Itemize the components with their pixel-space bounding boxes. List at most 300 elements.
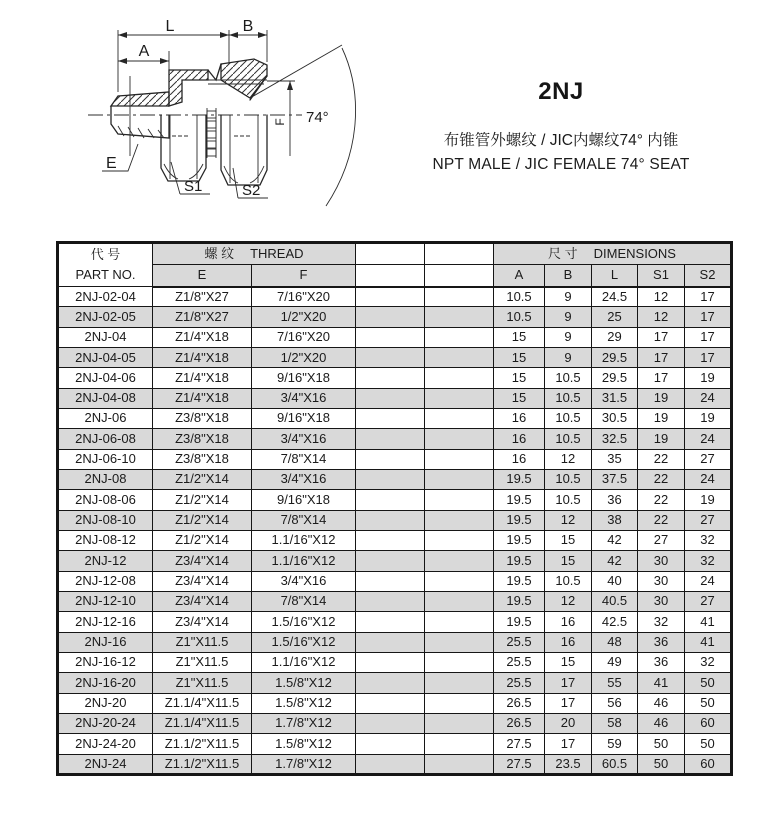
dimension-label-l: L [165,18,175,35]
cell-l: 29.5 [592,347,638,367]
header-col-e: E [153,265,252,287]
cell-a: 10.5 [494,307,545,327]
cell-a: 25.5 [494,632,545,652]
blank-cell [425,307,494,327]
blank-cell [356,388,425,408]
blank-cell [425,388,494,408]
blank-cell [356,652,425,672]
blank-cell [356,612,425,632]
cell-e: Z3/8"X18 [153,408,252,428]
cell-a: 15 [494,347,545,367]
cell-part: 2NJ-04 [58,327,153,347]
cell-s2: 50 [685,673,732,693]
cell-s2: 27 [685,591,732,611]
cell-a: 16 [494,408,545,428]
cell-l: 30.5 [592,408,638,428]
header-dimensions [494,243,732,265]
header-blank-4 [425,265,494,287]
header-part-no [58,243,153,287]
cell-s1: 19 [638,429,685,449]
header-col-s1: S1 [638,265,685,287]
cell-s1: 46 [638,713,685,733]
cell-b: 16 [545,612,592,632]
table-row [58,429,732,449]
dimension-f [267,81,295,156]
cell-s1: 22 [638,469,685,489]
cell-l: 42.5 [592,612,638,632]
cell-e: Z1.1/4"X11.5 [153,693,252,713]
cell-s1: 17 [638,368,685,388]
blank-cell [356,510,425,530]
cell-e: Z1/4"X18 [153,327,252,347]
dimension-label-f: F [273,118,287,126]
cell-part: 2NJ-08 [58,469,153,489]
cell-part: 2NJ-16-12 [58,652,153,672]
cell-f: 9/16"X18 [252,408,356,428]
dimension-label-e: E [106,155,117,172]
blank-cell [425,490,494,510]
cell-s2: 17 [685,327,732,347]
blank-cell [425,510,494,530]
cell-b: 23.5 [545,754,592,774]
subtitle-english: NPT MALE / JIC FEMALE 74° SEAT [432,156,690,173]
cell-a: 19.5 [494,469,545,489]
blank-cell [356,734,425,754]
cell-l: 24.5 [592,287,638,307]
angle-label: 74° [306,109,329,126]
blank-cell [425,469,494,489]
cell-b: 15 [545,652,592,672]
cell-part: 2NJ-04-08 [58,388,153,408]
cell-part: 2NJ-08-12 [58,530,153,550]
blank-cell [356,469,425,489]
blank-cell [425,734,494,754]
cell-a: 10.5 [494,287,545,307]
cell-l: 36 [592,490,638,510]
table-row [58,469,732,489]
body-section [169,70,208,106]
cell-part: 2NJ-12-16 [58,612,153,632]
cell-s1: 30 [638,571,685,591]
header-blank-2 [425,243,494,265]
cell-part: 2NJ-04-06 [58,368,153,388]
cell-part: 2NJ-20-24 [58,713,153,733]
cell-part: 2NJ-24-20 [58,734,153,754]
cell-s2: 50 [685,734,732,754]
header-col-a: A [494,265,545,287]
blank-cell [425,327,494,347]
table-row [58,307,732,327]
cell-a: 25.5 [494,652,545,672]
cell-l: 29 [592,327,638,347]
cell-part: 2NJ-08-06 [58,490,153,510]
cell-s1: 30 [638,551,685,571]
cell-s1: 22 [638,510,685,530]
dimension-b [229,18,267,62]
blank-cell [425,571,494,591]
blank-cell [356,449,425,469]
leader-s2 [233,168,268,199]
cell-s1: 27 [638,530,685,550]
cell-e: Z3/8"X18 [153,429,252,449]
cell-f: 7/16"X20 [252,287,356,307]
header-col-l: L [592,265,638,287]
cell-s1: 36 [638,632,685,652]
blank-cell [356,591,425,611]
table-row [58,408,732,428]
blank-cell [356,754,425,774]
blank-cell [356,368,425,388]
cell-b: 17 [545,734,592,754]
blank-cell [425,612,494,632]
cell-s1: 22 [638,490,685,510]
cell-l: 38 [592,510,638,530]
cell-b: 17 [545,693,592,713]
cell-s2: 41 [685,612,732,632]
table-row [58,347,732,367]
blank-cell [356,287,425,307]
cell-s2: 32 [685,652,732,672]
cell-b: 10.5 [545,388,592,408]
blank-cell [425,652,494,672]
blank-cell [425,673,494,693]
blank-cell [356,571,425,591]
cell-f: 1.1/16"X12 [252,652,356,672]
cell-l: 37.5 [592,469,638,489]
dimension-label-b: B [242,18,254,35]
cell-a: 19.5 [494,571,545,591]
cell-b: 10.5 [545,469,592,489]
cell-f: 1.5/8"X12 [252,673,356,693]
fitting-drawing-svg [58,18,380,224]
cell-a: 26.5 [494,713,545,733]
cell-b: 9 [545,287,592,307]
blank-cell [425,429,494,449]
cell-f: 1.1/16"X12 [252,530,356,550]
blank-cell [356,408,425,428]
table-row [58,368,732,388]
cell-s2: 19 [685,408,732,428]
cell-f: 9/16"X18 [252,490,356,510]
cell-b: 16 [545,632,592,652]
body-nut-junction [208,64,221,80]
cell-s1: 17 [638,347,685,367]
cell-s1: 12 [638,287,685,307]
cell-part: 2NJ-16-20 [58,673,153,693]
cell-s2: 24 [685,429,732,449]
cell-part: 2NJ-12-10 [58,591,153,611]
header-blank-3 [356,265,425,287]
cell-s2: 27 [685,449,732,469]
cell-e: Z1/2"X14 [153,510,252,530]
cell-b: 9 [545,327,592,347]
table-row [58,612,732,632]
title-block [405,78,717,174]
cell-a: 19.5 [494,551,545,571]
cell-b: 20 [545,713,592,733]
cell-e: Z1/8"X27 [153,307,252,327]
header-col-b: B [545,265,592,287]
header-dims-cn: 尺 寸 [548,245,578,261]
dimension-a [118,43,169,70]
cell-a: 15 [494,388,545,408]
cell-b: 15 [545,551,592,571]
s1-hex [161,115,206,181]
blank-cell [356,530,425,550]
cell-b: 12 [545,449,592,469]
blank-cell [425,287,494,307]
cell-e: Z1"X11.5 [153,673,252,693]
cell-s1: 22 [638,449,685,469]
table-row [58,632,732,652]
cell-s2: 17 [685,307,732,327]
cell-s1: 50 [638,754,685,774]
s2-hex [221,115,267,185]
cell-s1: 32 [638,612,685,632]
cell-f: 7/8"X14 [252,591,356,611]
table-row [58,510,732,530]
cell-s2: 27 [685,510,732,530]
cell-s2: 24 [685,571,732,591]
cell-l: 42 [592,551,638,571]
cell-f: 3/4"X16 [252,571,356,591]
cell-part: 2NJ-02-04 [58,287,153,307]
cell-e: Z1/4"X18 [153,368,252,388]
cell-l: 29.5 [592,368,638,388]
cell-l: 25 [592,307,638,327]
header-thread-cn: 螺 纹 [204,245,235,261]
cell-e: Z1"X11.5 [153,652,252,672]
cell-part: 2NJ-24 [58,754,153,774]
table-row [58,530,732,550]
cell-l: 59 [592,734,638,754]
cell-f: 1.7/8"X12 [252,754,356,774]
cell-e: Z1/4"X18 [153,388,252,408]
cell-l: 58 [592,713,638,733]
cell-b: 9 [545,307,592,327]
cell-a: 19.5 [494,510,545,530]
cell-b: 12 [545,510,592,530]
cell-f: 1.7/8"X12 [252,713,356,733]
cell-e: Z1/2"X14 [153,469,252,489]
cell-s1: 50 [638,734,685,754]
cell-e: Z1/8"X27 [153,287,252,307]
blank-cell [425,408,494,428]
cell-e: Z1/4"X18 [153,347,252,367]
cell-a: 27.5 [494,734,545,754]
cell-s1: 46 [638,693,685,713]
cell-part: 2NJ-04-05 [58,347,153,367]
cell-part: 2NJ-06-08 [58,429,153,449]
blank-cell [425,449,494,469]
cell-part: 2NJ-16 [58,632,153,652]
cell-s2: 24 [685,469,732,489]
cell-e: Z3/4"X14 [153,571,252,591]
cell-b: 10.5 [545,368,592,388]
blank-cell [356,490,425,510]
cell-a: 15 [494,327,545,347]
cell-l: 40 [592,571,638,591]
blank-cell [356,429,425,449]
leader-e [102,144,138,172]
header-thread-en: THREAD [250,245,304,261]
cell-f: 7/16"X20 [252,327,356,347]
table-row [58,693,732,713]
table-row [58,754,732,774]
table-row [58,571,732,591]
cell-s2: 17 [685,287,732,307]
cell-b: 12 [545,591,592,611]
cell-s2: 19 [685,490,732,510]
cell-a: 27.5 [494,754,545,774]
cell-part: 2NJ-02-05 [58,307,153,327]
table-row [58,449,732,469]
blank-cell [356,713,425,733]
cell-f: 9/16"X18 [252,368,356,388]
cell-f: 7/8"X14 [252,449,356,469]
cell-f: 1.5/8"X12 [252,734,356,754]
cell-f: 1/2"X20 [252,347,356,367]
cell-a: 25.5 [494,673,545,693]
header-blank-1 [356,243,425,265]
table-row [58,673,732,693]
cell-e: Z3/4"X14 [153,551,252,571]
cell-s2: 32 [685,530,732,550]
blank-cell [356,673,425,693]
table-row [58,652,732,672]
cell-l: 35 [592,449,638,469]
cell-s1: 12 [638,307,685,327]
cell-s2: 24 [685,388,732,408]
blank-cell [425,551,494,571]
cell-b: 10.5 [545,571,592,591]
cell-l: 32.5 [592,429,638,449]
table-row [58,327,732,347]
header-part-no-en: PART NO. [75,267,136,282]
cell-f: 1/2"X20 [252,307,356,327]
blank-cell [425,591,494,611]
cell-e: Z3/4"X14 [153,591,252,611]
table-row [58,591,732,611]
cell-f: 7/8"X14 [252,510,356,530]
table-row [58,713,732,733]
blank-cell [425,754,494,774]
cell-part: 2NJ-08-10 [58,510,153,530]
male-thread-section [111,92,169,106]
cell-l: 55 [592,673,638,693]
cell-l: 60.5 [592,754,638,774]
dimension-label-s1: S1 [184,178,203,195]
cell-e: Z1/2"X14 [153,530,252,550]
blank-cell [356,327,425,347]
cell-s2: 41 [685,632,732,652]
cell-l: 49 [592,652,638,672]
cell-part: 2NJ-12 [58,551,153,571]
cell-b: 17 [545,673,592,693]
cell-s2: 19 [685,368,732,388]
blank-cell [356,632,425,652]
table-row [58,551,732,571]
cell-a: 19.5 [494,591,545,611]
cell-e: Z1.1/4"X11.5 [153,713,252,733]
cell-f: 1.5/8"X12 [252,693,356,713]
cell-b: 10.5 [545,429,592,449]
cell-s1: 19 [638,408,685,428]
cell-l: 42 [592,530,638,550]
blank-cell [356,307,425,327]
table-row [58,388,732,408]
cell-f: 1.5/16"X12 [252,612,356,632]
blank-cell [425,368,494,388]
cell-a: 19.5 [494,490,545,510]
header-thread [153,243,356,265]
blank-cell [425,632,494,652]
cell-a: 15 [494,368,545,388]
table-row [58,490,732,510]
blank-cell [356,347,425,367]
cell-s1: 19 [638,388,685,408]
cell-f: 3/4"X16 [252,469,356,489]
parts-table-body [58,287,732,775]
cell-l: 56 [592,693,638,713]
cell-l: 48 [592,632,638,652]
cell-s1: 17 [638,327,685,347]
cell-s2: 17 [685,347,732,367]
dimension-label-a: A [138,43,150,60]
cell-a: 16 [494,449,545,469]
cell-s2: 60 [685,754,732,774]
cell-f: 1.1/16"X12 [252,551,356,571]
cell-part: 2NJ-06 [58,408,153,428]
subtitle-chinese: 布锥管外螺纹 / JIC内螺纹74° 内锥 [443,132,679,149]
header-col-f: F [252,265,356,287]
cell-l: 40.5 [592,591,638,611]
blank-cell [425,693,494,713]
blank-cell [425,347,494,367]
cell-s2: 32 [685,551,732,571]
cell-a: 19.5 [494,612,545,632]
dimensions-table-wrap [56,241,733,776]
cell-s2: 50 [685,693,732,713]
cell-a: 19.5 [494,530,545,550]
header-dims-en: DIMENSIONS [593,245,676,261]
header-col-s2: S2 [685,265,732,287]
cell-e: Z3/8"X18 [153,449,252,469]
cell-part: 2NJ-12-08 [58,571,153,591]
blank-cell [356,551,425,571]
cell-f: 3/4"X16 [252,429,356,449]
blank-cell [425,530,494,550]
dimensions-table [56,241,733,776]
model-number: 2NJ [538,78,584,105]
dimension-label-s2: S2 [242,182,261,199]
cell-b: 10.5 [545,408,592,428]
cell-s1: 36 [638,652,685,672]
cell-part: 2NJ-20 [58,693,153,713]
cell-b: 10.5 [545,490,592,510]
cell-e: Z1"X11.5 [153,632,252,652]
cell-f: 1.5/16"X12 [252,632,356,652]
cell-l: 31.5 [592,388,638,408]
cell-a: 26.5 [494,693,545,713]
cell-e: Z3/4"X14 [153,612,252,632]
blank-cell [356,693,425,713]
cell-s1: 30 [638,591,685,611]
cell-b: 9 [545,347,592,367]
blank-cell [425,713,494,733]
table-row [58,734,732,754]
header-part-no-cn: 代 号 [90,246,121,262]
